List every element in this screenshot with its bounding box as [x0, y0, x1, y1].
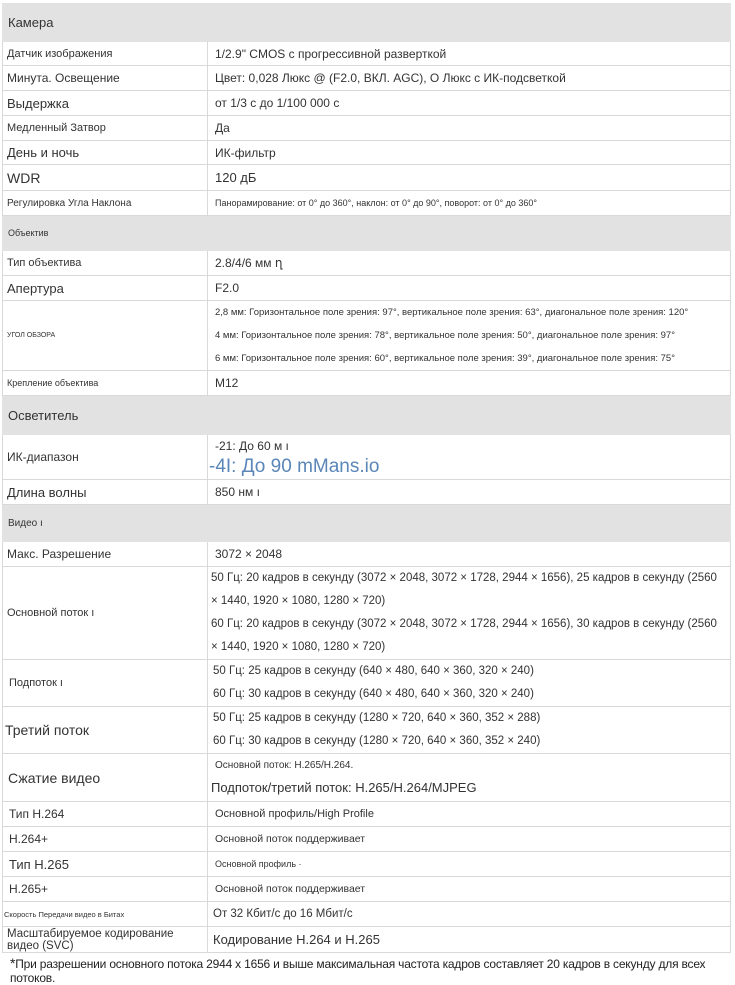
spec-key: Скорость Передачи видео в Битах: [3, 902, 208, 927]
spec-key: WDR: [3, 165, 208, 191]
spec-line: 2,8 мм: Горизонтальное поле зрения: 97°, вертикальное поле зрения: 63°, диагональное поле зрения: 120°: [215, 307, 689, 318]
spec-key: Подпоток ı: [3, 660, 208, 707]
spec-value: 120 дБ: [208, 165, 731, 191]
spec-key: Третий поток: [3, 707, 208, 754]
spec-value: от 1/3 с до 1/100 000 с: [208, 91, 731, 116]
spec-key: Апертура: [3, 276, 208, 301]
spec-value: [208, 567, 731, 660]
table-row: [3, 435, 731, 480]
spec-value: 2.8/4/6 мм ղ: [208, 251, 731, 276]
spec-value: Кодирование H.264 и H.265: [208, 927, 731, 953]
spec-value: F2.0: [208, 276, 731, 301]
spec-key: H.264+: [3, 827, 208, 852]
table-row: [3, 852, 731, 877]
table-row: [3, 66, 731, 91]
spec-value: M12: [208, 371, 731, 396]
spec-key: Медленный Затвор: [3, 116, 208, 141]
spec-key: ИК-диапазон: [3, 435, 208, 480]
spec-value: [208, 435, 731, 480]
spec-value: [208, 707, 731, 754]
spec-key: Длина волны: [3, 480, 208, 505]
table-row: [3, 91, 731, 116]
table-row: [3, 165, 731, 191]
spec-key: Тип H.265: [3, 852, 208, 877]
spec-line: Основной поток: H.265/H.264.: [215, 759, 354, 771]
spec-line: -21: До 60 м ı: [215, 438, 289, 453]
spec-key: Макс. Разрешение: [3, 542, 208, 567]
footnote-asterisk: *: [10, 955, 16, 971]
spec-key: День и ночь: [3, 141, 208, 165]
spec-value: [208, 301, 731, 371]
spec-value: Основной поток поддерживает: [208, 827, 731, 852]
table-row: [3, 567, 731, 660]
spec-key: Минута. Освещение: [3, 66, 208, 91]
section-header-video: [3, 505, 731, 542]
table-row: [3, 660, 731, 707]
spec-line: 60 Гц: 30 кадров в секунду (640 × 480, 640 × 360, 320 × 240): [213, 688, 534, 700]
table-row: [3, 877, 731, 902]
spec-value: Панорамирование: от 0° до 360°, наклон: от 0° до 90°, поворот: от 0° до 360°: [208, 191, 731, 216]
spec-line: 50 Гц: 20 кадров в секунду (3072 × 2048, 3072 × 1728, 2944 × 1656), 25 кадров в секунду (2560 × 1440, 1920 × 1080, 1280 × 720): [211, 572, 717, 607]
spec-key: Крепление объектива: [3, 371, 208, 396]
spec-table: [2, 3, 731, 953]
spec-line: Подпоток/третий поток: H.265/H.264/MJPEG: [211, 779, 477, 795]
spec-key: УГОЛ ОБЗОРА: [3, 301, 208, 371]
spec-value: Основной поток поддерживает: [208, 877, 731, 902]
table-row: [3, 480, 731, 505]
spec-key: Тип H.264: [3, 802, 208, 827]
table-row: [3, 116, 731, 141]
spec-value: ИК-фильтр: [208, 141, 731, 165]
spec-key: Масштабируемое кодирование видео (SVC): [3, 927, 208, 953]
spec-value: 1/2.9" CMOS с прогрессивной разверткой: [208, 42, 731, 66]
table-row: [3, 802, 731, 827]
section-header-camera: [3, 4, 731, 42]
spec-value: [208, 660, 731, 707]
table-row: [3, 754, 731, 802]
spec-line: 50 Гц: 25 кадров в секунду (640 × 480, 640 × 360, 320 × 240): [213, 665, 534, 677]
spec-value: [208, 754, 731, 802]
spec-key: Тип объектива: [3, 251, 208, 276]
spec-value: Основной профиль ·: [208, 852, 731, 877]
table-row: [3, 42, 731, 66]
spec-value: Цвет: 0,028 Люкс @ (F2.0, ВКЛ. AGC), О Люкс с ИК-подсветкой: [208, 66, 731, 91]
table-row: [3, 827, 731, 852]
spec-line: -4I: До 90 mMans.io: [209, 455, 380, 477]
spec-value: 3072 × 2048: [208, 542, 731, 567]
section-header-lens: [3, 216, 731, 251]
spec-key: Регулировка Угла Наклона: [3, 191, 208, 216]
spec-line: 4 мм: Горизонтальное поле зрения: 78°, вертикальное поле зрения: 50°, диагональное поле зрения: 97°: [215, 330, 676, 341]
table-row: [3, 301, 731, 371]
footnote: [2, 955, 731, 985]
spec-key: H.265+: [3, 877, 208, 902]
table-row: [3, 191, 731, 216]
spec-line: 6 мм: Горизонтальное поле зрения: 60°, вертикальное поле зрения: 39°, диагональное поле зрения: 75°: [215, 353, 676, 364]
section-header-illuminator: [3, 396, 731, 435]
spec-line: 60 Гц: 20 кадров в секунду (3072 × 2048, 3072 × 1728, 2944 × 1656), 30 кадров в секунду (2560 × 1440, 1920 × 1080, 1280 × 720): [211, 618, 717, 653]
section-title: Камера: [3, 4, 731, 42]
table-row: [3, 276, 731, 301]
spec-value: Основной профиль/High Profile: [208, 802, 731, 827]
spec-value: 850 нм ı: [208, 480, 731, 505]
footnote-text: При разрешении основного потока 2944 x 1656 и выше максимальная частота кадров составляет 20 кадров в секунду для всех потоков.: [10, 957, 706, 985]
spec-value: От 32 Кбит/с до 16 Мбит/с: [208, 902, 731, 927]
table-row: [3, 371, 731, 396]
spec-key: Выдержка: [3, 91, 208, 116]
spec-line: 60 Гц: 30 кадров в секунду (1280 × 720, 640 × 360, 352 × 240): [213, 735, 541, 747]
table-row: [3, 707, 731, 754]
spec-value: Да: [208, 116, 731, 141]
spec-key: Сжатие видео: [3, 754, 208, 802]
spec-line: 50 Гц: 25 кадров в секунду (1280 × 720, 640 × 360, 352 × 288): [213, 712, 541, 724]
spec-key: Датчик изображения: [3, 42, 208, 66]
table-row: [3, 141, 731, 165]
table-row: [3, 902, 731, 927]
table-row: [3, 927, 731, 953]
table-row: [3, 542, 731, 567]
section-title: Видео ı: [3, 505, 731, 542]
section-title: Объектив: [3, 216, 731, 251]
section-title: Осветитель: [3, 396, 731, 435]
spec-key: Основной поток ı: [3, 567, 208, 660]
table-row: [3, 251, 731, 276]
